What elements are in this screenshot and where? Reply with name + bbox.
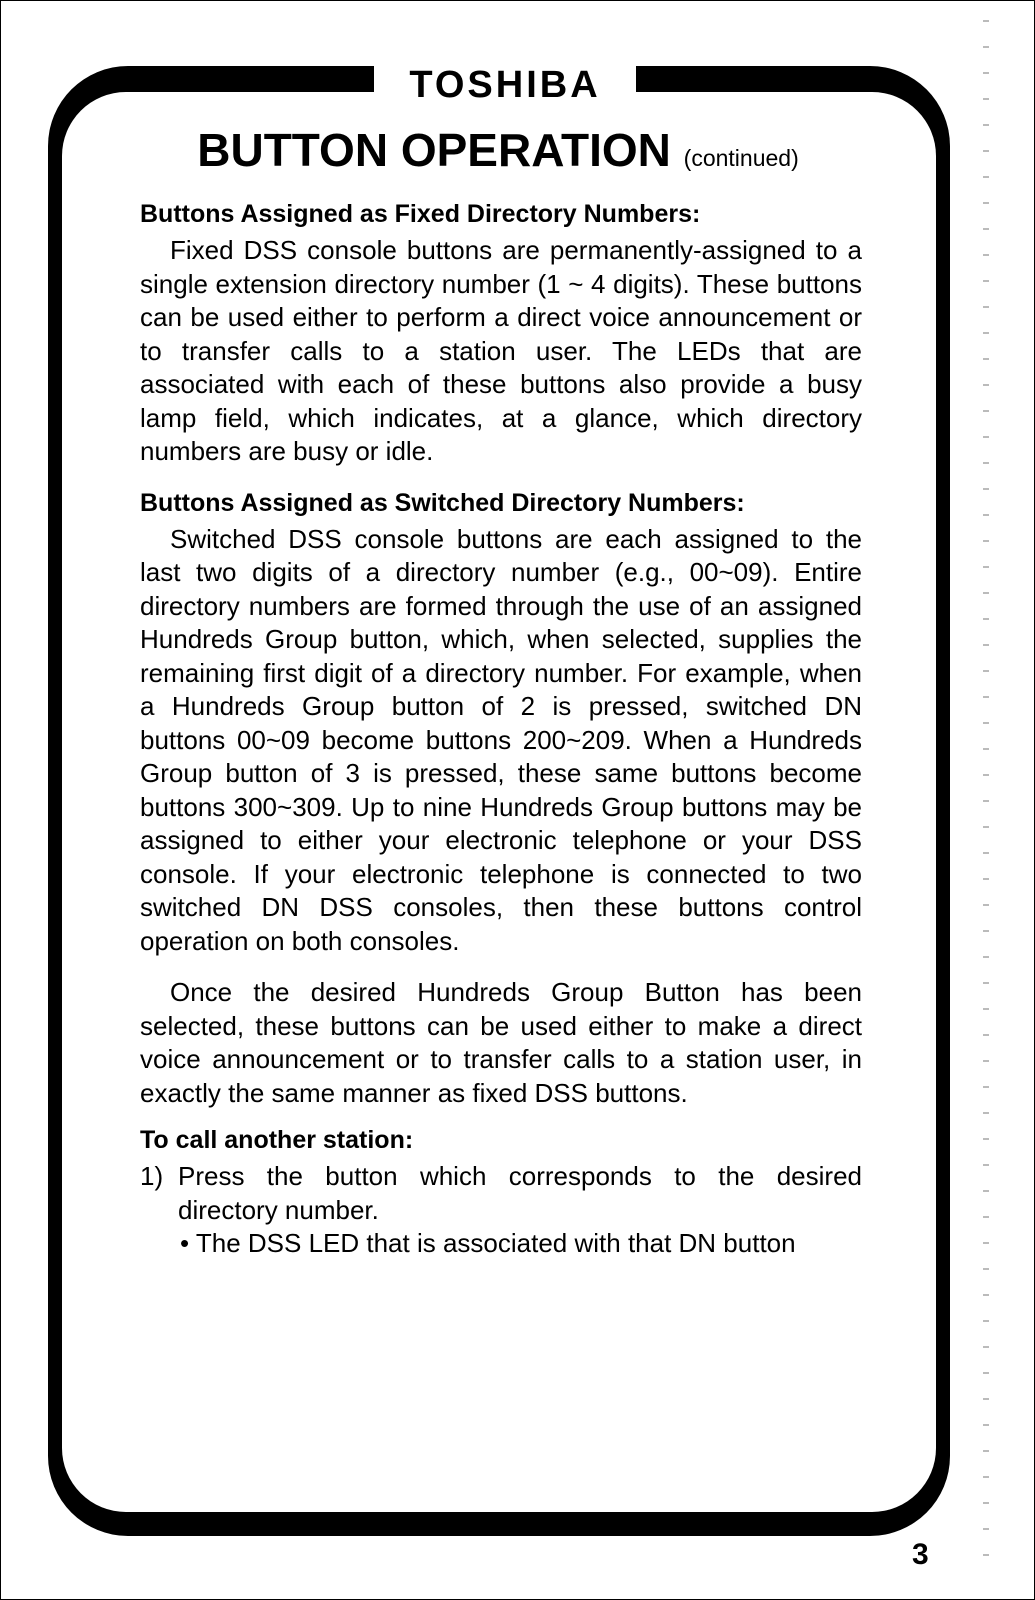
page-title xyxy=(134,118,862,190)
title-suffix: (continued) xyxy=(683,145,799,171)
step-text: Press the button which corresponds to the desired directory number. xyxy=(178,1161,862,1225)
paragraph-fixed: Fixed DSS console buttons are permanently-assigned to a single extension directory number (1 ~ 4 digits). These buttons can be used either to perform a direct voice announcement or to transfer calls to a station user. The LEDs that are associated with each of these buttons also provide a busy lamp field, which indicates, at a glance, which directory numbers are busy or idle. xyxy=(140,235,862,466)
page-content xyxy=(140,118,862,1261)
step-number: 1) xyxy=(140,1161,164,1191)
page-number: 3 xyxy=(912,1538,929,1571)
scan-edge-marks xyxy=(983,20,989,1580)
brand-logo: TOSHIBA xyxy=(374,64,636,106)
paragraph-switched-2: Once the desired Hundreds Group Button has been selected, these buttons can be used either to make a direct voice announcement or to transfer calls to a station user, in exactly the same manner as fixed DSS buttons. xyxy=(140,977,862,1108)
section-heading-switched: Buttons Assigned as Switched Directory Numbers: xyxy=(140,488,745,517)
bullet-item: • The DSS LED that is associated with that DN button xyxy=(180,1228,796,1258)
title-text: BUTTON OPERATION xyxy=(197,124,671,176)
paragraph-switched-1: Switched DSS console buttons are each assigned to the last two digits of a directory number (e.g., 00~09). Entire directory numbers are formed through the use of an assigned Hundreds Group button, which, when selected, supplies the remaining first digit of a directory number. For example, when a Hundreds Group button of 2 is pressed, switched DN buttons 00~09 become buttons 200~209. When a Hundreds Group button of 3 is pressed, these same buttons become buttons 300~309. Up to nine Hundreds Group buttons may be assigned to either your electronic telephone or your DSS console. If your electronic telephone is connected to two switched DN DSS consoles, then these buttons control operation on both consoles. xyxy=(140,523,862,956)
section-heading-fixed: Buttons Assigned as Fixed Directory Numbers: xyxy=(140,200,701,228)
section-heading-call: To call another station: xyxy=(140,1126,414,1154)
step-1 xyxy=(140,1160,862,1227)
